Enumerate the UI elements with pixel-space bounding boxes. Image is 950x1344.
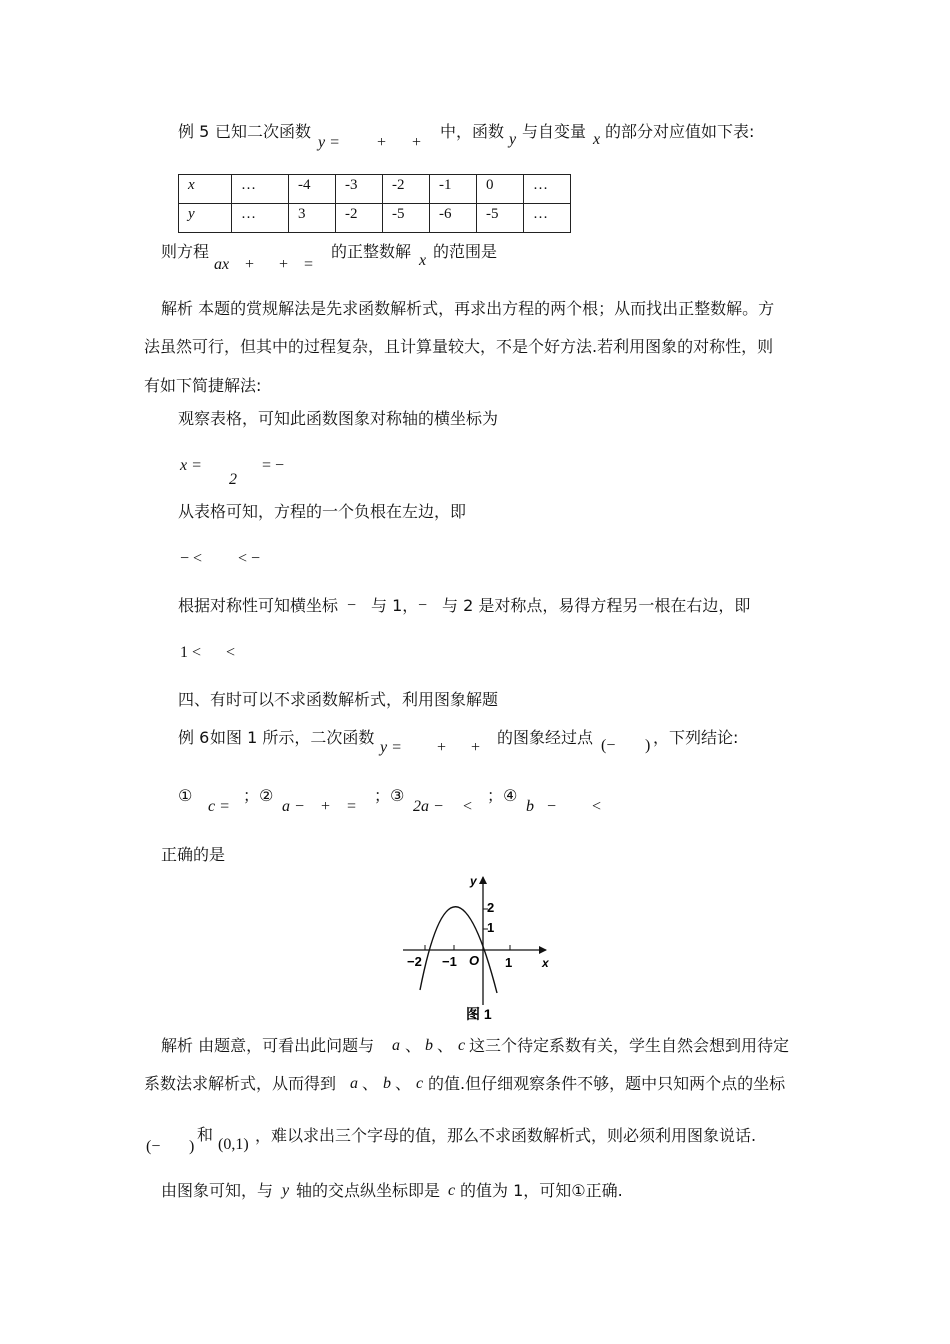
example5-plus-2: + [412,134,422,151]
tick-label-1x: 1 [505,955,513,970]
conclusion-separator-1: ；② [243,786,274,805]
table-cell: -5 [477,204,524,233]
parabola-curve [420,907,497,993]
analysis6-line2-b: 的值.但仔细观察条件不够，题中只知两个点的坐标 [428,1074,786,1093]
analysis6-line2-var-c: c [416,1075,424,1092]
question5-text-b: 的正整数解 [331,242,412,261]
analysis6-point1: (− [146,1138,161,1155]
analysis5-line6-a: 根据对称性可知横坐标 [178,596,339,615]
neg-root-inequality-b: < − [238,550,261,567]
neg-root-inequality-a: − < [180,550,203,567]
example5-label: 例 5 [178,122,210,141]
pos-root-inequality-a: 1 < [180,644,202,661]
analysis6-line4-var-y: y [282,1182,290,1199]
example6-label: 例 6 [178,728,210,747]
table-cell: x [179,175,232,204]
question5-text-c: 的范围是 [433,242,498,261]
example5-plus-1: + [377,134,387,151]
table-cell: … [524,204,571,233]
axis-formula-rhs: = − [262,457,285,474]
example6-text-a: 如图 1 所示，二次函数 [210,728,375,747]
analysis6-sep-1: 、 [405,1036,422,1055]
conclusion-1-number: ① [178,786,193,805]
example5-text-a: 已知二次函数 [215,122,312,141]
conclusion-4-expr-a: b [526,798,534,815]
conclusion-4-expr-b: − [547,798,557,815]
axis-formula-denominator: 2 [229,471,237,488]
analysis5-line2: 法虽然可行，但其中的过程复杂，且计算量较大，不是个好方法.若利用图象的对称性，则 [144,337,774,356]
analysis6-line2-var-a: a [350,1075,358,1092]
value-table [178,174,571,233]
example6-text-b: 的图象经过点 [497,728,594,747]
conclusion-3-expr-a: 2a − [413,798,444,815]
analysis5-line4: 观察表格，可知此函数图象对称轴的横坐标为 [178,409,499,428]
conclusion-separator-3: ；④ [487,786,518,805]
analysis6-point1-close: ) [189,1138,195,1155]
analysis6-line1-b: 这三个待定系数有关，学生自然会想到用待定 [469,1036,790,1055]
example5-formula-lhs: y = [318,134,340,151]
example6-formula-lhs: y = [380,739,402,756]
analysis6-line2-sep-1: 、 [362,1074,379,1093]
question5-text-a: 则方程 [161,242,210,261]
analysis6-line3-rest: ，难以求出三个字母的值，那么不求函数解析式，则必须利用图象说话. [255,1126,757,1145]
table-cell: 3 [289,204,336,233]
origin-label: O [469,953,480,968]
tick-label-neg2: −2 [407,954,422,969]
question5-eq-plus-2: + [279,256,289,273]
example6-plus-2: + [471,739,481,756]
analysis5-line3: 有如下简捷解法: [144,376,262,395]
analysis5-line5: 从表格可知，方程的一个负根在左边，即 [178,502,467,521]
axis-x-label: x [542,956,549,970]
conclusion-1-expr: c = [208,798,230,815]
example6-text-c: ，下列结论: [653,728,739,747]
table-cell: 0 [477,175,524,204]
analysis6-line2-sep-2: 、 [395,1074,412,1093]
example6-point-close: ) [645,737,651,754]
table-cell: -1 [430,175,477,204]
table-row-y [179,204,571,233]
pos-root-inequality-b: < [226,644,236,661]
answer-prompt: 正确的是 [161,845,226,864]
analysis6-var-c: c [458,1037,466,1054]
analysis6-line2-var-b: b [383,1075,391,1092]
analysis6-line4-c: 的值为 1，可知①正确. [460,1181,623,1200]
table-cell: -4 [289,175,336,204]
table-cell: -6 [430,204,477,233]
section4-heading: 四、有时可以不求函数解析式，利用图象解题 [178,690,499,709]
tick-label-1y: 1 [487,920,495,935]
analysis6-line4-a: 由图象可知，与 [161,1181,274,1200]
tick-label-2y: 2 [487,900,495,915]
analysis6-and: 和 [197,1125,214,1144]
example5-text-c: 与自变量 [522,122,587,141]
analysis5-line6-dash-1: − [347,597,357,614]
axis-formula-lhs: x = [180,457,202,474]
question5-eq-plus-1: + [245,256,255,273]
conclusion-3-expr-b: < [463,798,473,815]
conclusion-2-expr-a: a − [282,798,305,815]
question5-eq-equals: = [304,256,314,273]
table-cell: -2 [383,175,430,204]
table-cell: -3 [336,175,383,204]
conclusion-separator-2: ；③ [374,786,405,805]
analysis5-line1: 解析 本题的赏规解法是先求函数解析式，再求出方程的两个根；从而找出正整数解。方 [161,299,775,318]
table-row-x [179,175,571,204]
example5-var-y: y [509,131,517,148]
example5-text-b: 中，函数 [440,122,505,141]
analysis5-line6-b: 与 1， [371,596,419,615]
analysis6-line2-a: 系数法求解析式，从而得到 [144,1074,337,1093]
axis-y-label: y [470,874,477,888]
analysis6-line4-var-c: c [448,1182,456,1199]
example6-plus-1: + [437,739,447,756]
example5-var-x: x [593,131,601,148]
analysis6-var-a: a [392,1037,400,1054]
table-cell: -2 [336,204,383,233]
analysis6-var-b: b [425,1037,433,1054]
table-cell: y [179,204,232,233]
conclusion-4-expr-c: < [592,798,602,815]
table-cell: … [524,175,571,204]
conclusion-2-expr-c: = [347,798,357,815]
tick-label-neg1: −1 [442,954,457,969]
table-cell: … [232,204,289,233]
example6-point: (− [601,737,616,754]
figure-caption: 图 1 [466,1006,492,1022]
table-cell: -5 [383,204,430,233]
analysis6-sep-2: 、 [437,1036,454,1055]
analysis5-line6-c: 与 2 是对称点，易得方程另一根在右边，即 [442,596,751,615]
question5-eq-ax: ax [214,256,230,273]
analysis6-line1-a: 解析 由题意，可看出此问题与 [161,1036,375,1055]
example5-text-d: 的部分对应值如下表: [605,122,755,141]
conclusion-2-expr-b: + [321,798,331,815]
question5-var-x: x [419,252,427,269]
analysis6-point2: (0,1) [218,1136,249,1153]
analysis6-line4-b: 轴的交点纵坐标即是 [296,1181,441,1200]
table-cell: … [232,175,289,204]
analysis5-line6-dash-2: − [418,597,428,614]
